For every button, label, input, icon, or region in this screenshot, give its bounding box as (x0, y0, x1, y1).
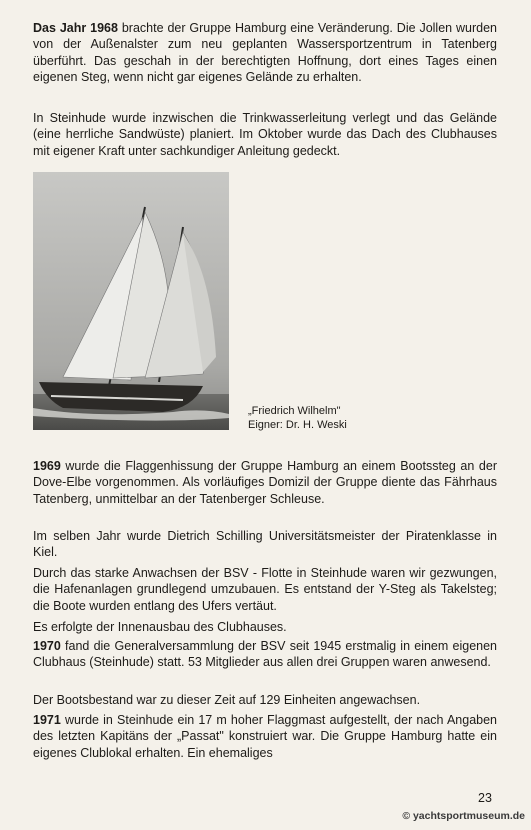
paragraph-1969 (33, 458, 497, 507)
year-1971-lead: 1971 (33, 713, 61, 727)
paragraph-text: fand die Generalversammlung der BSV seit 1945 erstmalig in einem eigenen Clubhaus (Steinhude) statt. 53 Mitglieder aus allen drei Gruppen waren anwesend. (33, 639, 497, 670)
paragraph-schilling (33, 528, 497, 561)
sailing-yacht-photo (33, 172, 229, 430)
paragraph-1971 (33, 712, 497, 761)
paragraph-text: In Steinhude wurde inzwischen die Trinkwasserleitung verlegt und das Gelände (eine herrliche Sandwüste) planiert. Im Oktober wurde das Dach des Clubhauses mit eigener Kraft unter sachkundiger Anleitung gedeckt. (33, 111, 497, 158)
paragraph-bootsbestand (33, 692, 497, 708)
paragraph-text: Der Bootsbestand war zu dieser Zeit auf 129 Einheiten angewachsen. (33, 693, 421, 707)
year-1969-lead: 1969 (33, 459, 61, 473)
paragraph-innenausbau (33, 619, 497, 635)
paragraph-text: wurde die Flaggenhissung der Gruppe Hamburg an einem Bootssteg an der Dove-Elbe vorgenommen. Als vorläufiges Domizil der Gruppe diente das Fährhaus Tatenberg, unmittelbar an der Tatenberger Schleuse. (33, 459, 497, 506)
year-1968-lead: Das Jahr 1968 (33, 21, 118, 35)
yacht-illustration (33, 172, 229, 430)
paragraph-text: Im selben Jahr wurde Dietrich Schilling Universitätsmeister der Piratenklasse in Kiel. (33, 529, 497, 560)
paragraph-text: Durch das starke Anwachsen der BSV - Flotte in Steinhude waren wir gezwungen, die Hafenanlagen grundlegend umzubauen. Es entstand der Y-Steg als Takelsteg; die Boote wurden entlang des Ufers vertäut. (33, 566, 497, 613)
photo-caption (248, 405, 347, 432)
watermark-text: © yachtsportmuseum.de (402, 810, 525, 822)
paragraph-1970 (33, 638, 497, 671)
paragraph-flotte (33, 565, 497, 614)
paragraph-text: wurde in Steinhude ein 17 m hoher Flaggmast aufgestellt, der nach Angaben des letzten Kapitäns der „Passat" konstruiert war. Die Gruppe Hamburg hatte ein eigenes Clublokal erhalten. Ein ehemaliges (33, 713, 497, 760)
paragraph-1968 (33, 20, 497, 86)
paragraph-text: Es erfolgte der Innenausbau des Clubhauses. (33, 620, 287, 634)
paragraph-text: brachte der Gruppe Hamburg eine Veränderung. Die Jollen wurden von der Außenalster zum neu geplanten Wassersportzentrum in Tatenberg überführt. Das geschah in der berechtigten Hoffnung, dort eines Tages einen eigenen Steg, wenn nicht gar eigenes Gelände zu erhalten. (33, 21, 498, 85)
paragraph-steinhude (33, 110, 497, 159)
caption-owner: Eigner: Dr. H. Weski (248, 418, 347, 431)
page-number: 23 (478, 791, 492, 805)
caption-boat-name: „Friedrich Wilhelm" (248, 405, 341, 417)
year-1970-lead: 1970 (33, 639, 61, 653)
